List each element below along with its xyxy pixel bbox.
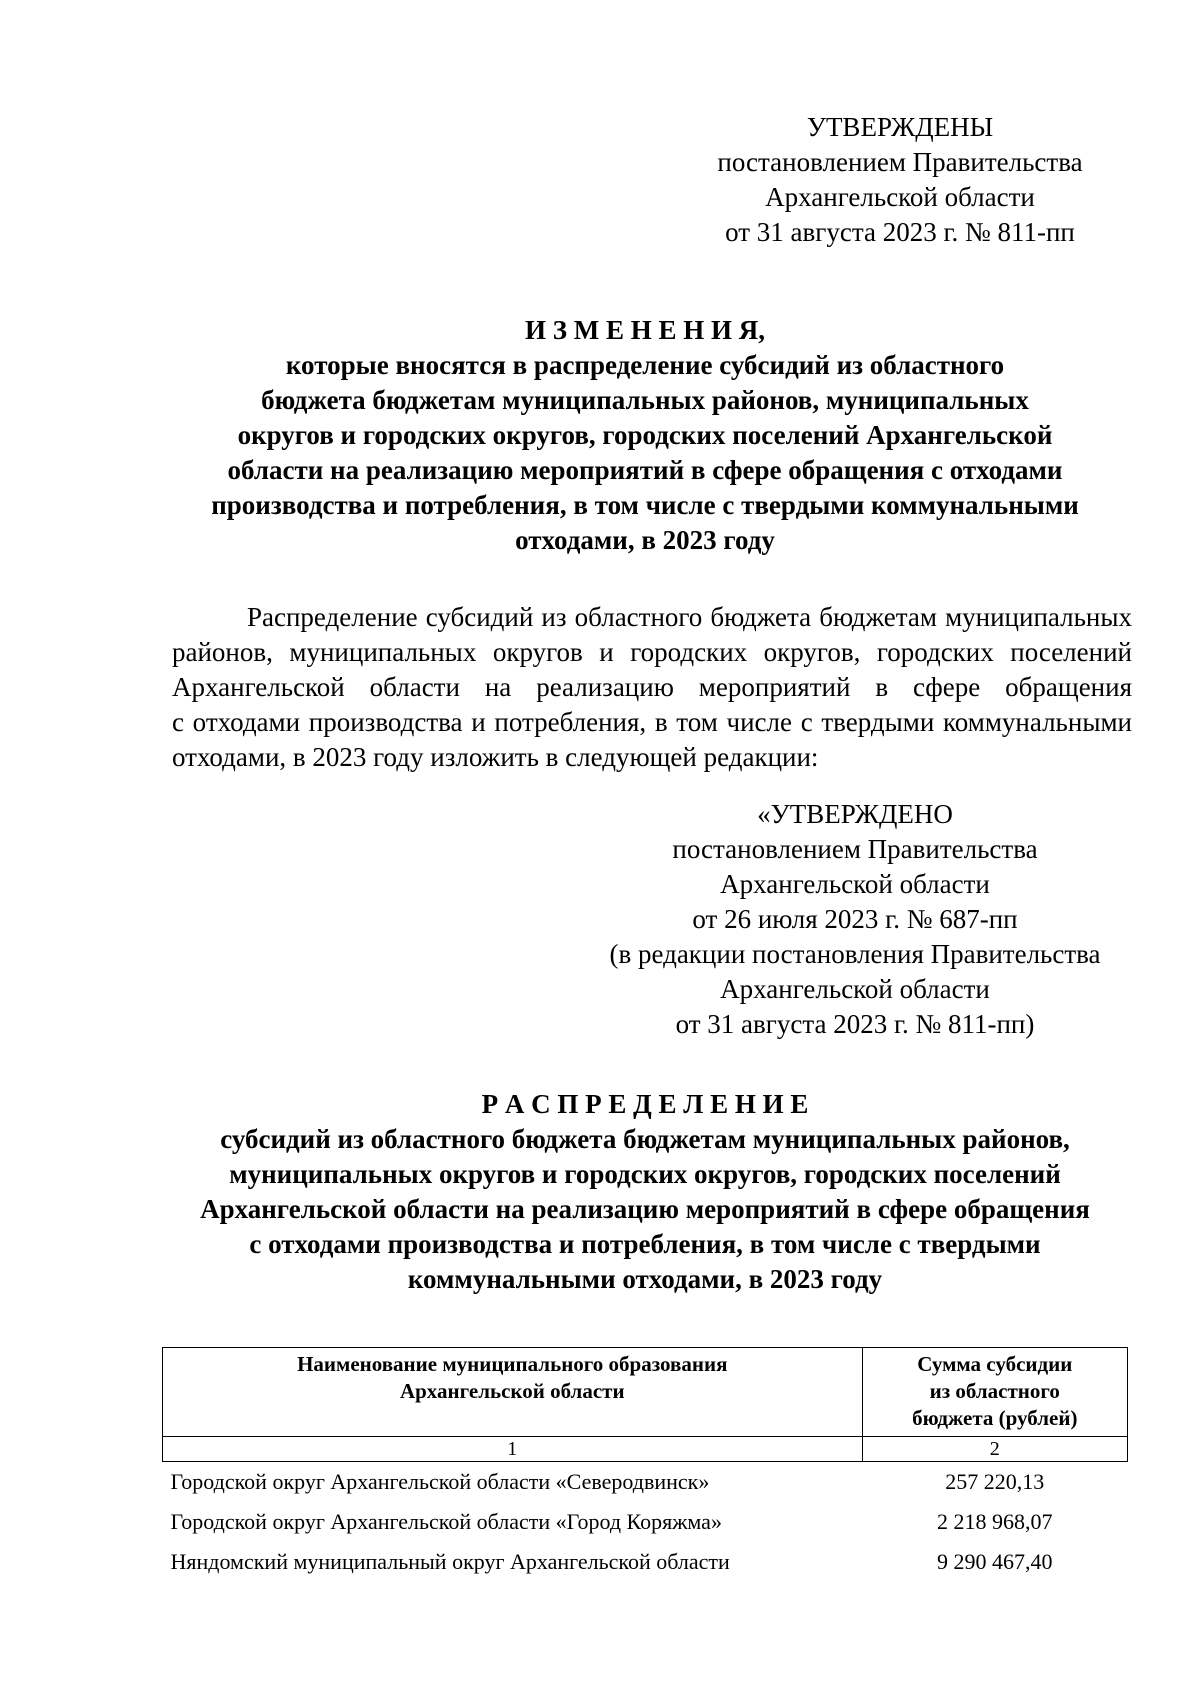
municipality-name: Городской округ Архангельской области «Город Коряжма»: [170, 1509, 722, 1534]
column-number: 1: [163, 1437, 863, 1462]
approval-stamp: [700, 110, 1100, 250]
approved-stamp: [575, 797, 1135, 1042]
approved-stamp-line: Архангельской области: [720, 869, 990, 899]
changes-heading: И З М Е Н Е Н И Я,: [524, 315, 765, 345]
header-municipality: [163, 1348, 863, 1437]
table-row: [163, 1502, 1128, 1542]
approval-stamp-line: УТВЕРЖДЕНЫ: [806, 112, 994, 142]
paragraph-line: районов, муниципальных округов и городских округов, городских поселений: [172, 637, 1132, 667]
subsidy-sum: 257 220,13: [945, 1469, 1045, 1494]
subsidy-sum: 9 290 467,40: [937, 1549, 1053, 1574]
table-header-row: [163, 1348, 1128, 1437]
paragraph-line: Архангельской области на реализацию мероприятий в сфере обращения: [172, 672, 1132, 702]
distribution-title-line: коммунальными отходами, в 2023 году: [407, 1264, 883, 1294]
table-row: [163, 1462, 1128, 1503]
paragraph-line: отходами, в 2023 году изложить в следующей редакции:: [172, 742, 819, 772]
table-row: [163, 1542, 1128, 1582]
header-line: Архангельской области: [399, 1379, 625, 1403]
changes-title-line: которые вносятся в распределение субсидий из областного: [285, 350, 1005, 380]
approved-stamp-line: Архангельской области: [720, 974, 990, 1004]
paragraph-line: с отходами производства и потребления, в том числе с твердыми коммунальными: [172, 707, 1132, 737]
body-paragraph: [172, 600, 1132, 775]
changes-title-line: области на реализацию мероприятий в сфере обращения с отходами: [227, 455, 1063, 485]
approved-stamp-line: от 26 июля 2023 г. № 687-пп: [692, 904, 1018, 934]
municipality-name: Няндомский муниципальный округ Архангельской области: [170, 1549, 730, 1574]
approved-stamp-line: постановлением Правительства: [672, 834, 1038, 864]
subsidy-sum: 2 218 968,07: [937, 1509, 1053, 1534]
column-number-row: [163, 1437, 1128, 1462]
changes-title: [150, 313, 1140, 558]
distribution-table: [162, 1347, 1128, 1582]
header-line: Наименование муниципального образования: [297, 1352, 728, 1376]
municipality-name: Городской округ Архангельской области «Северодвинск»: [170, 1469, 710, 1494]
approved-stamp-line: «УТВЕРЖДЕНО: [757, 799, 953, 829]
distribution-heading: Р А С П Р Е Д Е Л Е Н И Е: [481, 1089, 809, 1119]
changes-title-line: производства и потребления, в том числе с твердыми коммунальными: [211, 490, 1079, 520]
header-line: бюджета (рублей): [912, 1406, 1078, 1430]
distribution-title: [150, 1087, 1140, 1297]
approval-stamp-line: Архангельской области: [765, 182, 1035, 212]
approved-stamp-line: от 31 августа 2023 г. № 811-пп): [675, 1009, 1035, 1039]
approved-stamp-line: (в редакции постановления Правительства: [609, 939, 1101, 969]
approval-stamp-line: постановлением Правительства: [717, 147, 1083, 177]
changes-title-line: бюджета бюджетам муниципальных районов, муниципальных: [261, 385, 1029, 415]
column-number: 2: [862, 1437, 1127, 1462]
distribution-title-line: субсидий из областного бюджета бюджетам муниципальных районов,: [220, 1124, 1070, 1154]
approval-stamp-line: от 31 августа 2023 г. № 811-пп: [725, 217, 1075, 247]
changes-title-line: округов и городских округов, городских поселений Архангельской: [237, 420, 1053, 450]
header-line: из областного: [929, 1379, 1060, 1403]
header-subsidy-sum: [862, 1348, 1127, 1437]
distribution-title-line: с отходами производства и потребления, в том числе с твердыми: [249, 1229, 1041, 1259]
changes-title-line: отходами, в 2023 году: [515, 525, 775, 555]
paragraph-line: Распределение субсидий из областного бюджета бюджетам муниципальных: [247, 602, 1132, 632]
header-line: Сумма субсидии: [917, 1352, 1073, 1376]
distribution-title-line: Архангельской области на реализацию мероприятий в сфере обращения: [200, 1194, 1090, 1224]
distribution-title-line: муниципальных округов и городских округов, городских поселений: [229, 1159, 1061, 1189]
